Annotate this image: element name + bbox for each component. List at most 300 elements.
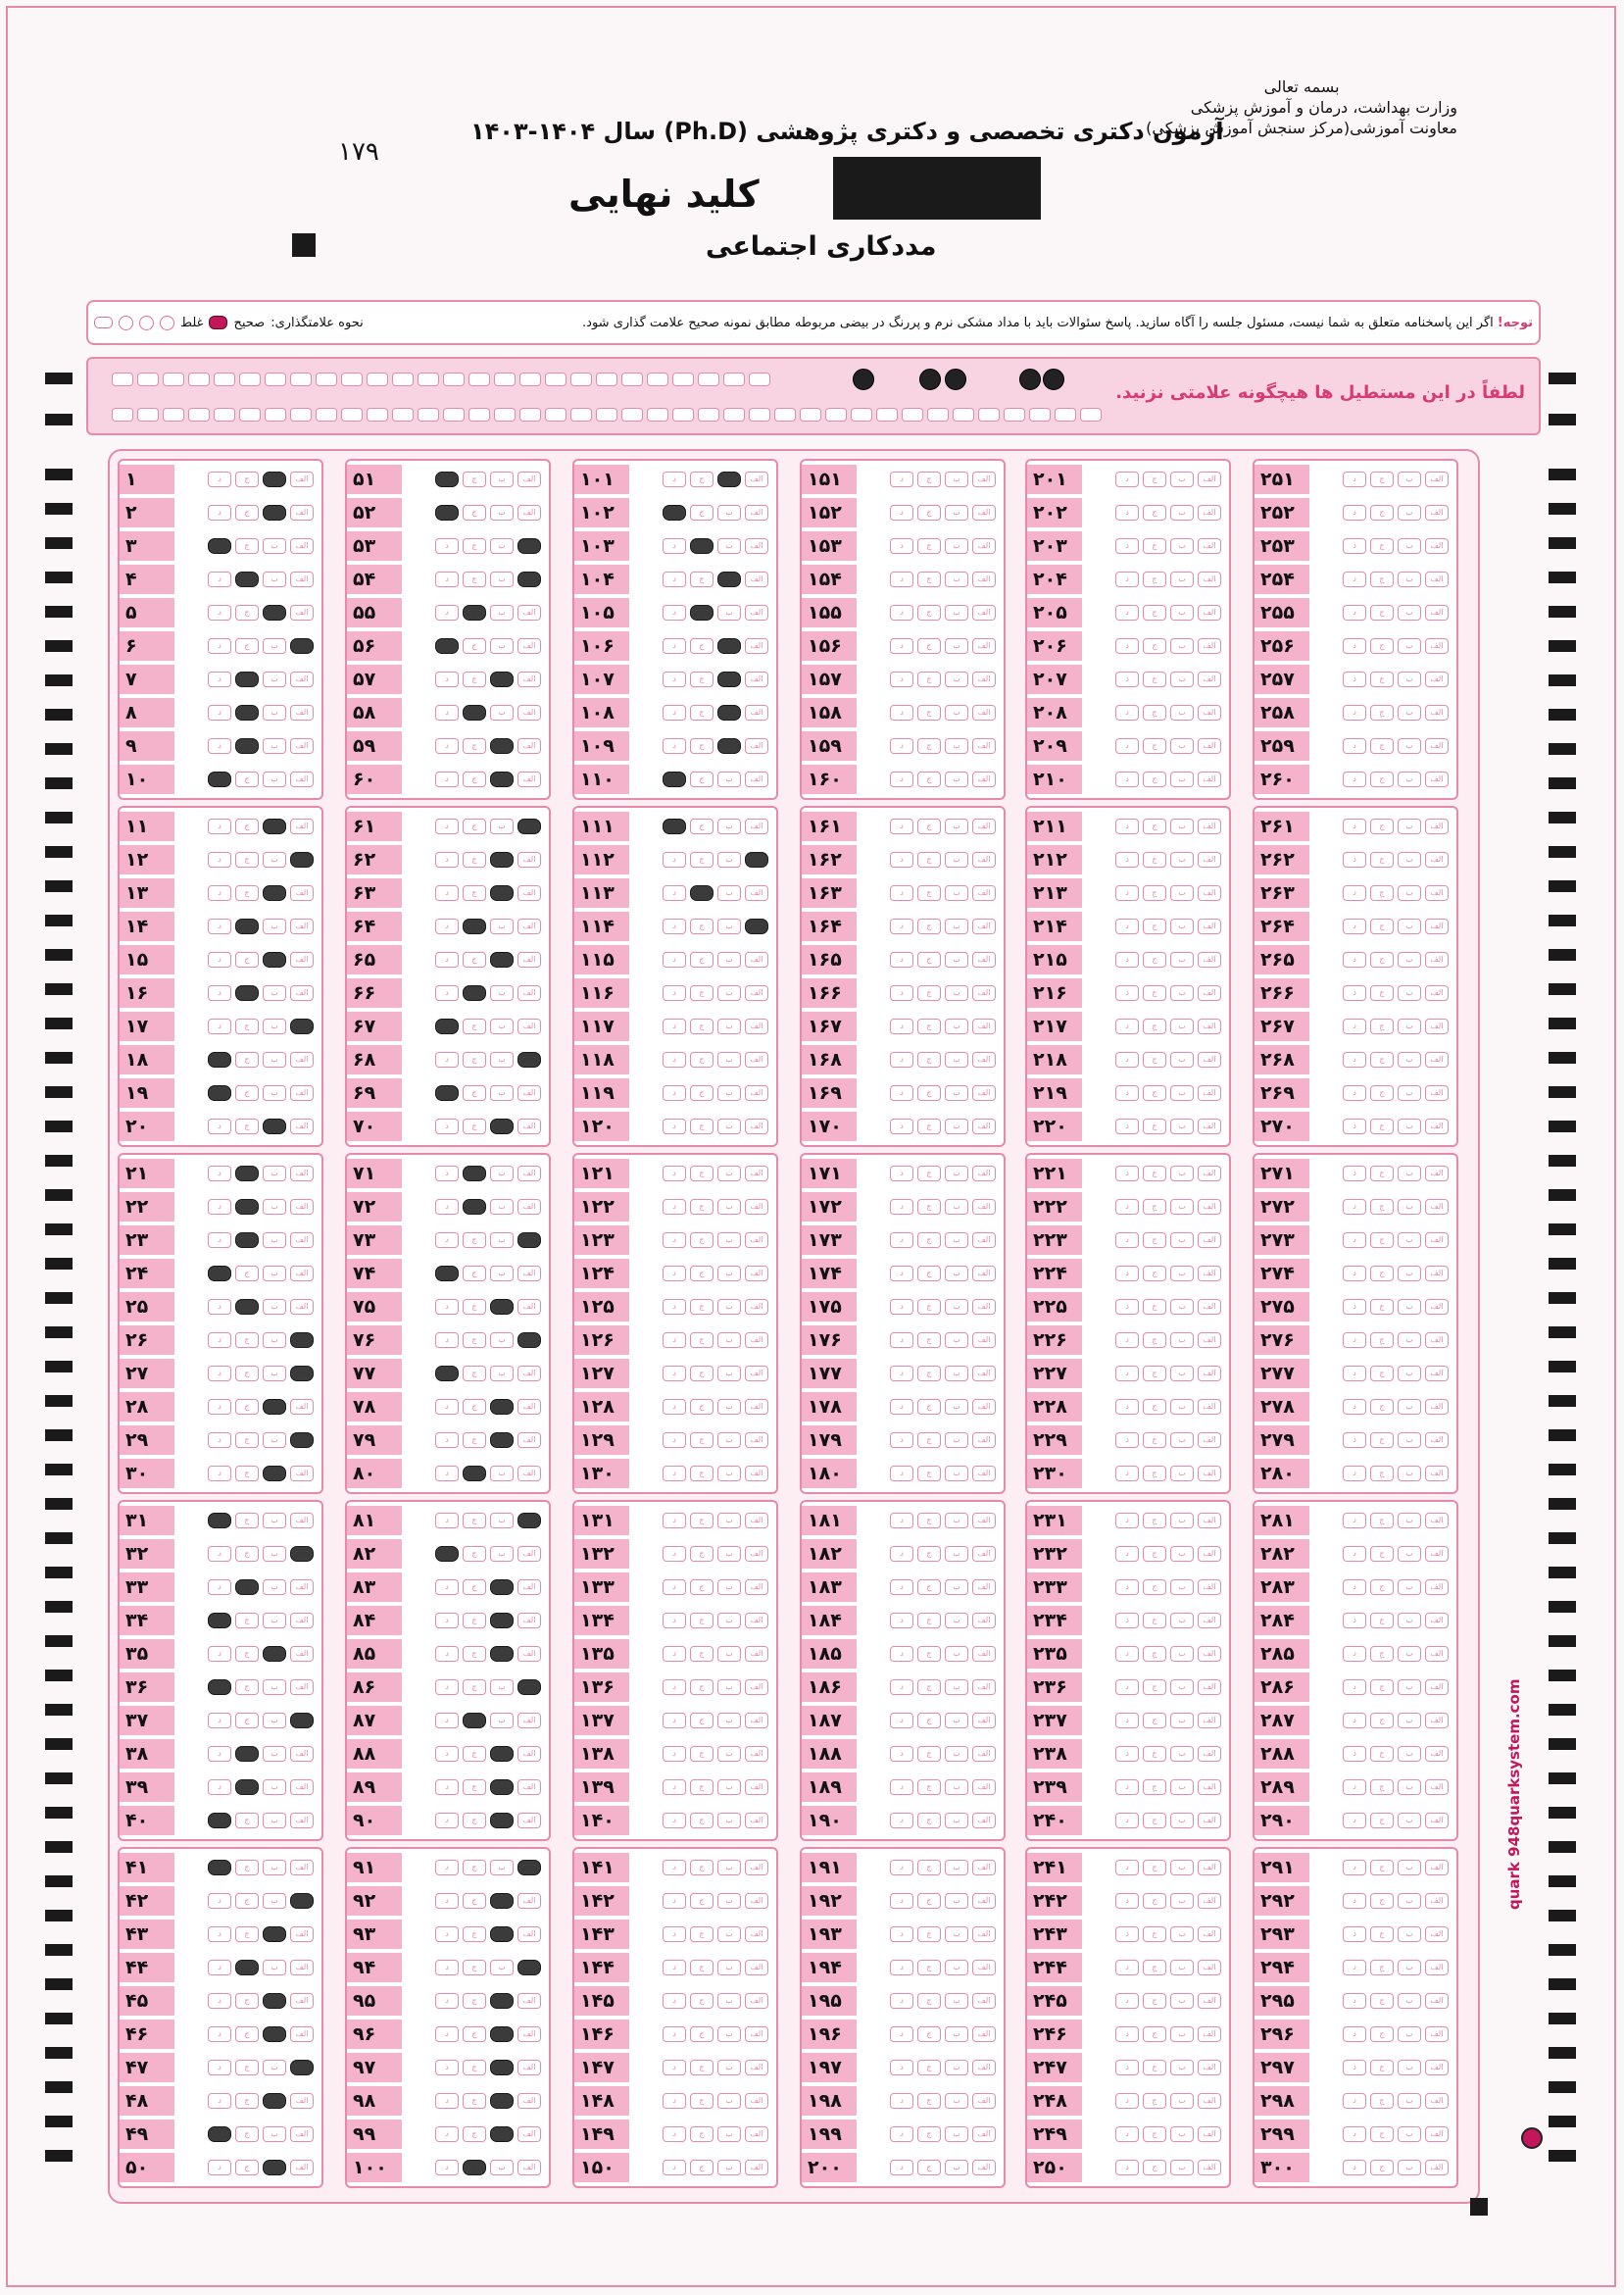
answer-bubble[interactable]: د [1115, 1646, 1139, 1662]
answer-bubble[interactable]: الف [1425, 1166, 1449, 1181]
answer-bubble-filled[interactable]: الف [517, 1960, 541, 1975]
answer-bubble[interactable]: الف [745, 2026, 768, 2042]
answer-bubble[interactable]: د [663, 2093, 686, 2109]
answer-bubble[interactable]: ج [463, 2126, 486, 2142]
answer-bubble[interactable]: ج [1143, 1199, 1166, 1215]
answer-bubble[interactable]: ب [1170, 1960, 1194, 1975]
answer-bubble[interactable]: الف [1198, 572, 1221, 587]
answer-bubble[interactable]: د [208, 2026, 231, 2042]
answer-bubble[interactable]: ج [463, 1513, 486, 1528]
answer-bubble[interactable]: ب [1170, 705, 1194, 721]
answer-bubble[interactable]: ب [945, 1546, 968, 1562]
answer-bubble[interactable]: الف [1198, 1166, 1221, 1181]
answer-bubble[interactable]: د [1343, 1926, 1366, 1942]
answer-bubble[interactable]: الف [1425, 1085, 1449, 1101]
answer-bubble[interactable]: ج [690, 1713, 714, 1728]
answer-bubble-filled[interactable]: ب [263, 505, 286, 521]
answer-bubble[interactable]: د [208, 1119, 231, 1134]
answer-bubble[interactable]: ج [917, 772, 941, 787]
answer-bubble[interactable]: ج [1143, 952, 1166, 968]
answer-bubble[interactable]: ج [690, 1266, 714, 1281]
answer-bubble[interactable]: ج [1143, 2026, 1166, 2042]
answer-bubble[interactable]: د [1115, 1119, 1139, 1134]
answer-bubble[interactable]: ب [263, 738, 286, 754]
answer-bubble-filled[interactable]: د [663, 819, 686, 834]
answer-bubble[interactable]: ب [717, 1813, 741, 1828]
answer-bubble-filled[interactable]: ج [463, 2160, 486, 2175]
answer-bubble[interactable]: ج [1143, 538, 1166, 554]
answer-bubble-filled[interactable]: ج [235, 672, 259, 687]
answer-bubble[interactable]: ج [463, 738, 486, 754]
answer-bubble[interactable]: ج [463, 572, 486, 587]
answer-bubble[interactable]: ج [690, 1860, 714, 1875]
answer-bubble[interactable]: ج [690, 705, 714, 721]
answer-bubble[interactable]: د [435, 1199, 459, 1215]
answer-bubble[interactable]: الف [745, 1199, 768, 1215]
answer-bubble[interactable]: الف [1425, 1019, 1449, 1034]
answer-bubble-filled[interactable]: ج [463, 1713, 486, 1728]
answer-bubble-filled[interactable]: ج [235, 1960, 259, 1975]
answer-bubble[interactable]: الف [1425, 638, 1449, 654]
answer-bubble-filled[interactable]: د [208, 1860, 231, 1875]
answer-bubble[interactable]: ب [1170, 1613, 1194, 1628]
answer-bubble[interactable]: الف [1425, 605, 1449, 621]
answer-bubble[interactable]: ج [690, 852, 714, 868]
answer-bubble[interactable]: د [890, 738, 913, 754]
answer-bubble[interactable]: د [663, 1299, 686, 1315]
answer-bubble[interactable]: الف [745, 1366, 768, 1381]
answer-bubble[interactable]: الف [1425, 985, 1449, 1001]
answer-bubble[interactable]: ج [690, 1119, 714, 1134]
answer-bubble[interactable]: د [1343, 952, 1366, 968]
answer-bubble[interactable]: ب [717, 1546, 741, 1562]
answer-bubble[interactable]: الف [1425, 2160, 1449, 2175]
answer-bubble[interactable]: الف [517, 919, 541, 934]
answer-bubble-filled[interactable]: د [208, 1266, 231, 1281]
answer-bubble[interactable]: ج [1143, 1166, 1166, 1181]
answer-bubble[interactable]: الف [972, 1166, 996, 1181]
answer-bubble-filled[interactable]: د [435, 1366, 459, 1381]
answer-bubble[interactable]: ب [945, 1860, 968, 1875]
answer-bubble[interactable]: الف [972, 1860, 996, 1875]
answer-bubble[interactable]: د [435, 852, 459, 868]
answer-bubble[interactable]: ج [1143, 638, 1166, 654]
answer-bubble[interactable]: الف [290, 572, 314, 587]
answer-bubble[interactable]: الف [1198, 1466, 1221, 1481]
answer-bubble[interactable]: الف [1425, 1399, 1449, 1415]
answer-bubble[interactable]: ج [1143, 772, 1166, 787]
answer-bubble[interactable]: الف [745, 2126, 768, 2142]
answer-bubble-filled[interactable]: ج [235, 1579, 259, 1595]
answer-bubble[interactable]: د [1343, 605, 1366, 621]
answer-bubble-filled[interactable]: الف [517, 1232, 541, 1248]
answer-bubble[interactable]: الف [972, 1813, 996, 1828]
answer-bubble[interactable]: د [1343, 2160, 1366, 2175]
answer-bubble[interactable]: ب [1170, 1779, 1194, 1795]
answer-bubble[interactable]: ج [463, 2026, 486, 2042]
answer-bubble[interactable]: ب [263, 1960, 286, 1975]
answer-bubble-filled[interactable]: ب [490, 1646, 514, 1662]
answer-bubble[interactable]: د [435, 772, 459, 787]
answer-bubble[interactable]: د [890, 1119, 913, 1134]
answer-bubble[interactable]: الف [517, 2160, 541, 2175]
answer-bubble[interactable]: ب [1398, 1052, 1421, 1068]
answer-bubble[interactable]: د [435, 1466, 459, 1481]
answer-bubble[interactable]: الف [517, 1085, 541, 1101]
answer-bubble[interactable]: ج [1370, 1466, 1394, 1481]
answer-bubble-filled[interactable]: الف [517, 819, 541, 834]
answer-bubble[interactable]: الف [517, 1119, 541, 1134]
answer-bubble[interactable]: د [435, 2126, 459, 2142]
answer-bubble[interactable]: ب [1398, 1299, 1421, 1315]
answer-bubble[interactable]: الف [1198, 2093, 1221, 2109]
answer-bubble[interactable]: ب [945, 538, 968, 554]
answer-bubble[interactable]: الف [1425, 1813, 1449, 1828]
answer-bubble[interactable]: ج [1143, 919, 1166, 934]
answer-bubble[interactable]: ج [1143, 505, 1166, 521]
answer-bubble[interactable]: ب [490, 1679, 514, 1695]
answer-bubble[interactable]: الف [1198, 1746, 1221, 1762]
answer-bubble[interactable]: ب [1398, 2093, 1421, 2109]
answer-bubble[interactable]: ج [463, 472, 486, 487]
answer-bubble[interactable]: د [1343, 1813, 1366, 1828]
answer-bubble[interactable]: ج [1143, 672, 1166, 687]
answer-bubble[interactable]: د [890, 772, 913, 787]
answer-bubble[interactable]: ب [490, 1085, 514, 1101]
answer-bubble[interactable]: ج [690, 672, 714, 687]
answer-bubble-filled[interactable]: ب [263, 472, 286, 487]
answer-bubble-filled[interactable]: ب [490, 1613, 514, 1628]
answer-bubble[interactable]: الف [290, 1646, 314, 1662]
answer-bubble[interactable]: د [1115, 472, 1139, 487]
answer-bubble[interactable]: د [1115, 819, 1139, 834]
answer-bubble[interactable]: د [1343, 1119, 1366, 1134]
answer-bubble[interactable]: ب [1170, 1893, 1194, 1909]
answer-bubble[interactable]: ب [717, 1466, 741, 1481]
answer-bubble[interactable]: د [1115, 1746, 1139, 1762]
answer-bubble[interactable]: ب [1398, 1713, 1421, 1728]
answer-bubble[interactable]: ب [945, 1332, 968, 1348]
answer-bubble-filled[interactable]: الف [517, 1860, 541, 1875]
answer-bubble[interactable]: ب [490, 1960, 514, 1975]
answer-bubble-filled[interactable]: ج [463, 1166, 486, 1181]
answer-bubble[interactable]: الف [972, 705, 996, 721]
answer-bubble[interactable]: ج [235, 1432, 259, 1448]
answer-bubble[interactable]: ب [717, 772, 741, 787]
answer-bubble[interactable]: الف [1425, 1546, 1449, 1562]
answer-bubble[interactable]: د [663, 1399, 686, 1415]
answer-bubble[interactable]: الف [517, 1646, 541, 1662]
answer-bubble[interactable]: ب [717, 1513, 741, 1528]
answer-bubble[interactable]: ج [690, 2026, 714, 2042]
answer-bubble[interactable]: الف [972, 852, 996, 868]
answer-bubble[interactable]: د [663, 985, 686, 1001]
answer-bubble[interactable]: ج [463, 819, 486, 834]
answer-bubble[interactable]: ب [717, 1432, 741, 1448]
answer-bubble[interactable]: د [1115, 772, 1139, 787]
answer-bubble[interactable]: ج [690, 1679, 714, 1695]
answer-bubble[interactable]: ج [1370, 505, 1394, 521]
answer-bubble[interactable]: الف [1425, 1232, 1449, 1248]
answer-bubble[interactable]: د [435, 1926, 459, 1942]
answer-bubble[interactable]: الف [517, 738, 541, 754]
answer-bubble[interactable]: الف [972, 1746, 996, 1762]
answer-bubble[interactable]: الف [517, 1993, 541, 2009]
answer-bubble[interactable]: الف [1425, 1893, 1449, 1909]
answer-bubble[interactable]: ب [945, 985, 968, 1001]
answer-bubble[interactable]: ج [1370, 1779, 1394, 1795]
answer-bubble[interactable]: ب [1398, 1646, 1421, 1662]
answer-bubble[interactable]: ب [1170, 2160, 1194, 2175]
answer-bubble[interactable]: الف [972, 819, 996, 834]
answer-bubble[interactable]: ب [945, 605, 968, 621]
answer-bubble[interactable]: الف [972, 1646, 996, 1662]
answer-bubble[interactable]: ج [917, 885, 941, 901]
answer-bubble[interactable]: د [1115, 605, 1139, 621]
answer-bubble[interactable]: ج [690, 472, 714, 487]
answer-bubble[interactable]: ب [717, 1366, 741, 1381]
answer-bubble[interactable]: ج [690, 1052, 714, 1068]
answer-bubble[interactable]: الف [972, 1366, 996, 1381]
answer-bubble[interactable]: الف [1425, 1299, 1449, 1315]
answer-bubble[interactable]: د [1115, 1713, 1139, 1728]
answer-bubble[interactable]: ج [690, 1166, 714, 1181]
answer-bubble[interactable]: ج [1370, 919, 1394, 934]
answer-bubble[interactable]: الف [1198, 1199, 1221, 1215]
answer-bubble[interactable]: ب [1398, 1746, 1421, 1762]
answer-bubble[interactable]: ب [263, 2060, 286, 2075]
answer-bubble[interactable]: ب [1398, 2126, 1421, 2142]
answer-bubble[interactable]: ج [463, 1085, 486, 1101]
answer-bubble[interactable]: ج [917, 1513, 941, 1528]
answer-bubble[interactable]: ج [1143, 1993, 1166, 2009]
answer-bubble[interactable]: ج [1143, 1613, 1166, 1628]
answer-bubble[interactable]: د [890, 1779, 913, 1795]
answer-bubble[interactable]: ج [1370, 1613, 1394, 1628]
answer-bubble[interactable]: ب [1398, 1432, 1421, 1448]
answer-bubble[interactable]: د [435, 1960, 459, 1975]
answer-bubble[interactable]: ب [945, 472, 968, 487]
answer-bubble[interactable]: الف [1425, 705, 1449, 721]
answer-bubble[interactable]: ج [1143, 1579, 1166, 1595]
answer-bubble[interactable]: الف [1425, 1860, 1449, 1875]
answer-bubble[interactable]: ج [1370, 852, 1394, 868]
answer-bubble[interactable]: د [1343, 1332, 1366, 1348]
answer-bubble[interactable]: د [1115, 1019, 1139, 1034]
answer-bubble[interactable]: ب [490, 985, 514, 1001]
answer-bubble[interactable]: ج [690, 1926, 714, 1942]
answer-bubble[interactable]: الف [1198, 1052, 1221, 1068]
answer-bubble-filled[interactable]: ج [235, 985, 259, 1001]
answer-bubble[interactable]: الف [290, 2093, 314, 2109]
answer-bubble[interactable]: الف [517, 1266, 541, 1281]
answer-bubble[interactable]: الف [517, 1746, 541, 1762]
answer-bubble-filled[interactable]: ب [490, 2026, 514, 2042]
answer-bubble-filled[interactable]: ب [490, 1119, 514, 1134]
answer-bubble[interactable]: ج [690, 1332, 714, 1348]
answer-bubble[interactable]: د [435, 1993, 459, 2009]
answer-bubble-filled[interactable]: ب [490, 2060, 514, 2075]
answer-bubble[interactable]: الف [1425, 919, 1449, 934]
answer-bubble[interactable]: ب [263, 672, 286, 687]
answer-bubble[interactable]: ج [1370, 638, 1394, 654]
answer-bubble[interactable]: الف [290, 1199, 314, 1215]
answer-bubble[interactable]: ب [490, 1332, 514, 1348]
answer-bubble[interactable]: الف [745, 1646, 768, 1662]
answer-bubble[interactable]: د [890, 2060, 913, 2075]
answer-bubble[interactable]: الف [1198, 1299, 1221, 1315]
answer-bubble[interactable]: د [1115, 572, 1139, 587]
answer-bubble-filled[interactable]: ب [263, 2160, 286, 2175]
answer-bubble[interactable]: ب [490, 572, 514, 587]
answer-bubble[interactable]: الف [972, 638, 996, 654]
answer-bubble[interactable]: د [435, 1513, 459, 1528]
answer-bubble-filled[interactable]: د [208, 1613, 231, 1628]
answer-bubble[interactable]: ج [1143, 1432, 1166, 1448]
answer-bubble[interactable]: د [1343, 819, 1366, 834]
answer-bubble[interactable]: الف [290, 1860, 314, 1875]
answer-bubble[interactable]: ج [917, 505, 941, 521]
answer-bubble[interactable]: ج [463, 1546, 486, 1562]
answer-bubble[interactable]: الف [1198, 1579, 1221, 1595]
answer-bubble[interactable]: د [663, 852, 686, 868]
answer-bubble[interactable]: الف [290, 1085, 314, 1101]
answer-bubble[interactable]: د [890, 1332, 913, 1348]
answer-bubble[interactable]: ب [945, 772, 968, 787]
answer-bubble[interactable]: ب [717, 1399, 741, 1415]
answer-bubble[interactable]: ج [917, 1813, 941, 1828]
answer-bubble[interactable]: ج [917, 1993, 941, 2009]
answer-bubble[interactable]: ب [263, 1432, 286, 1448]
answer-bubble[interactable]: د [890, 1860, 913, 1875]
answer-bubble[interactable]: ج [1143, 1779, 1166, 1795]
answer-bubble[interactable]: د [1115, 738, 1139, 754]
answer-bubble[interactable]: الف [517, 672, 541, 687]
answer-bubble[interactable]: ج [917, 1085, 941, 1101]
answer-bubble[interactable]: ج [690, 2060, 714, 2075]
answer-bubble[interactable]: ب [263, 1613, 286, 1628]
answer-bubble[interactable]: ب [1170, 1813, 1194, 1828]
answer-bubble[interactable]: ب [1398, 1119, 1421, 1134]
answer-bubble[interactable]: الف [745, 1613, 768, 1628]
answer-bubble[interactable]: الف [517, 505, 541, 521]
answer-bubble[interactable]: د [1343, 738, 1366, 754]
answer-bubble[interactable]: د [1343, 1546, 1366, 1562]
answer-bubble[interactable]: د [435, 1399, 459, 1415]
answer-bubble-filled[interactable]: د [435, 1266, 459, 1281]
answer-bubble[interactable]: ب [263, 1332, 286, 1348]
answer-bubble[interactable]: الف [1198, 1893, 1221, 1909]
answer-bubble[interactable]: د [663, 1713, 686, 1728]
answer-bubble[interactable]: د [663, 1893, 686, 1909]
answer-bubble[interactable]: د [663, 738, 686, 754]
answer-bubble[interactable]: الف [1425, 2026, 1449, 2042]
answer-bubble[interactable]: ج [235, 1713, 259, 1728]
answer-bubble[interactable]: الف [972, 1399, 996, 1415]
answer-bubble[interactable]: ج [1370, 1299, 1394, 1315]
answer-bubble[interactable]: ج [917, 1299, 941, 1315]
answer-bubble[interactable]: د [890, 852, 913, 868]
answer-bubble[interactable]: د [890, 1646, 913, 1662]
answer-bubble[interactable]: ب [717, 1119, 741, 1134]
answer-bubble[interactable]: الف [1198, 2160, 1221, 2175]
answer-bubble[interactable]: الف [290, 2026, 314, 2042]
answer-bubble[interactable]: الف [1425, 1513, 1449, 1528]
answer-bubble[interactable]: ج [1370, 1199, 1394, 1215]
answer-bubble[interactable]: د [663, 1019, 686, 1034]
answer-bubble[interactable]: ب [263, 1232, 286, 1248]
answer-bubble[interactable]: ب [1398, 2160, 1421, 2175]
answer-bubble[interactable]: ج [1143, 852, 1166, 868]
answer-bubble[interactable]: ج [917, 1679, 941, 1695]
answer-bubble-filled[interactable]: ب [263, 1993, 286, 2009]
answer-bubble[interactable]: ب [1170, 1546, 1194, 1562]
answer-bubble[interactable]: ب [490, 1166, 514, 1181]
answer-bubble[interactable]: ب [1170, 1679, 1194, 1695]
answer-bubble[interactable]: د [1115, 1466, 1139, 1481]
answer-bubble[interactable]: ب [1398, 705, 1421, 721]
answer-bubble[interactable]: ب [1398, 985, 1421, 1001]
answer-bubble[interactable]: ب [1170, 2126, 1194, 2142]
answer-bubble[interactable]: د [208, 819, 231, 834]
answer-bubble[interactable]: ج [1370, 2060, 1394, 2075]
answer-bubble[interactable]: الف [517, 1546, 541, 1562]
answer-bubble[interactable]: ج [463, 1119, 486, 1134]
answer-bubble[interactable]: د [890, 2093, 913, 2109]
answer-bubble[interactable]: ب [263, 985, 286, 1001]
answer-bubble[interactable]: د [208, 2060, 231, 2075]
answer-bubble[interactable]: الف [1425, 738, 1449, 754]
answer-bubble[interactable]: الف [1198, 852, 1221, 868]
answer-bubble[interactable]: ج [1370, 772, 1394, 787]
answer-bubble[interactable]: ب [945, 1085, 968, 1101]
answer-bubble[interactable]: الف [745, 705, 768, 721]
answer-bubble[interactable]: د [663, 919, 686, 934]
answer-bubble[interactable]: ج [235, 1085, 259, 1101]
answer-bubble[interactable]: ب [1170, 1332, 1194, 1348]
answer-bubble[interactable]: د [890, 1546, 913, 1562]
answer-bubble[interactable]: ج [1370, 1232, 1394, 1248]
answer-bubble-filled[interactable]: ب [717, 472, 741, 487]
answer-bubble[interactable]: ج [1143, 572, 1166, 587]
answer-bubble[interactable]: ب [1398, 1399, 1421, 1415]
answer-bubble-filled[interactable]: د [208, 2126, 231, 2142]
answer-bubble[interactable]: د [663, 1579, 686, 1595]
answer-bubble[interactable]: الف [1198, 1993, 1221, 2009]
answer-bubble[interactable]: الف [290, 538, 314, 554]
answer-bubble[interactable]: ج [235, 1332, 259, 1348]
answer-bubble[interactable]: ب [490, 605, 514, 621]
answer-bubble[interactable]: ب [717, 1085, 741, 1101]
answer-bubble[interactable]: ب [1170, 1266, 1194, 1281]
answer-bubble[interactable]: ج [690, 2160, 714, 2175]
answer-bubble[interactable]: د [208, 1926, 231, 1942]
answer-bubble[interactable]: الف [1198, 1679, 1221, 1695]
answer-bubble[interactable]: ج [463, 852, 486, 868]
answer-bubble[interactable]: الف [972, 738, 996, 754]
answer-bubble-filled[interactable]: د [435, 505, 459, 521]
answer-bubble[interactable]: ب [945, 952, 968, 968]
answer-bubble[interactable]: ج [1143, 1860, 1166, 1875]
answer-bubble[interactable]: د [663, 572, 686, 587]
answer-bubble[interactable]: الف [972, 2126, 996, 2142]
answer-bubble-filled[interactable]: ج [463, 985, 486, 1001]
answer-bubble[interactable]: د [1115, 1893, 1139, 1909]
answer-bubble[interactable]: د [890, 919, 913, 934]
answer-bubble[interactable]: ج [690, 2126, 714, 2142]
answer-bubble[interactable]: ب [490, 1199, 514, 1215]
answer-bubble[interactable]: الف [745, 1399, 768, 1415]
